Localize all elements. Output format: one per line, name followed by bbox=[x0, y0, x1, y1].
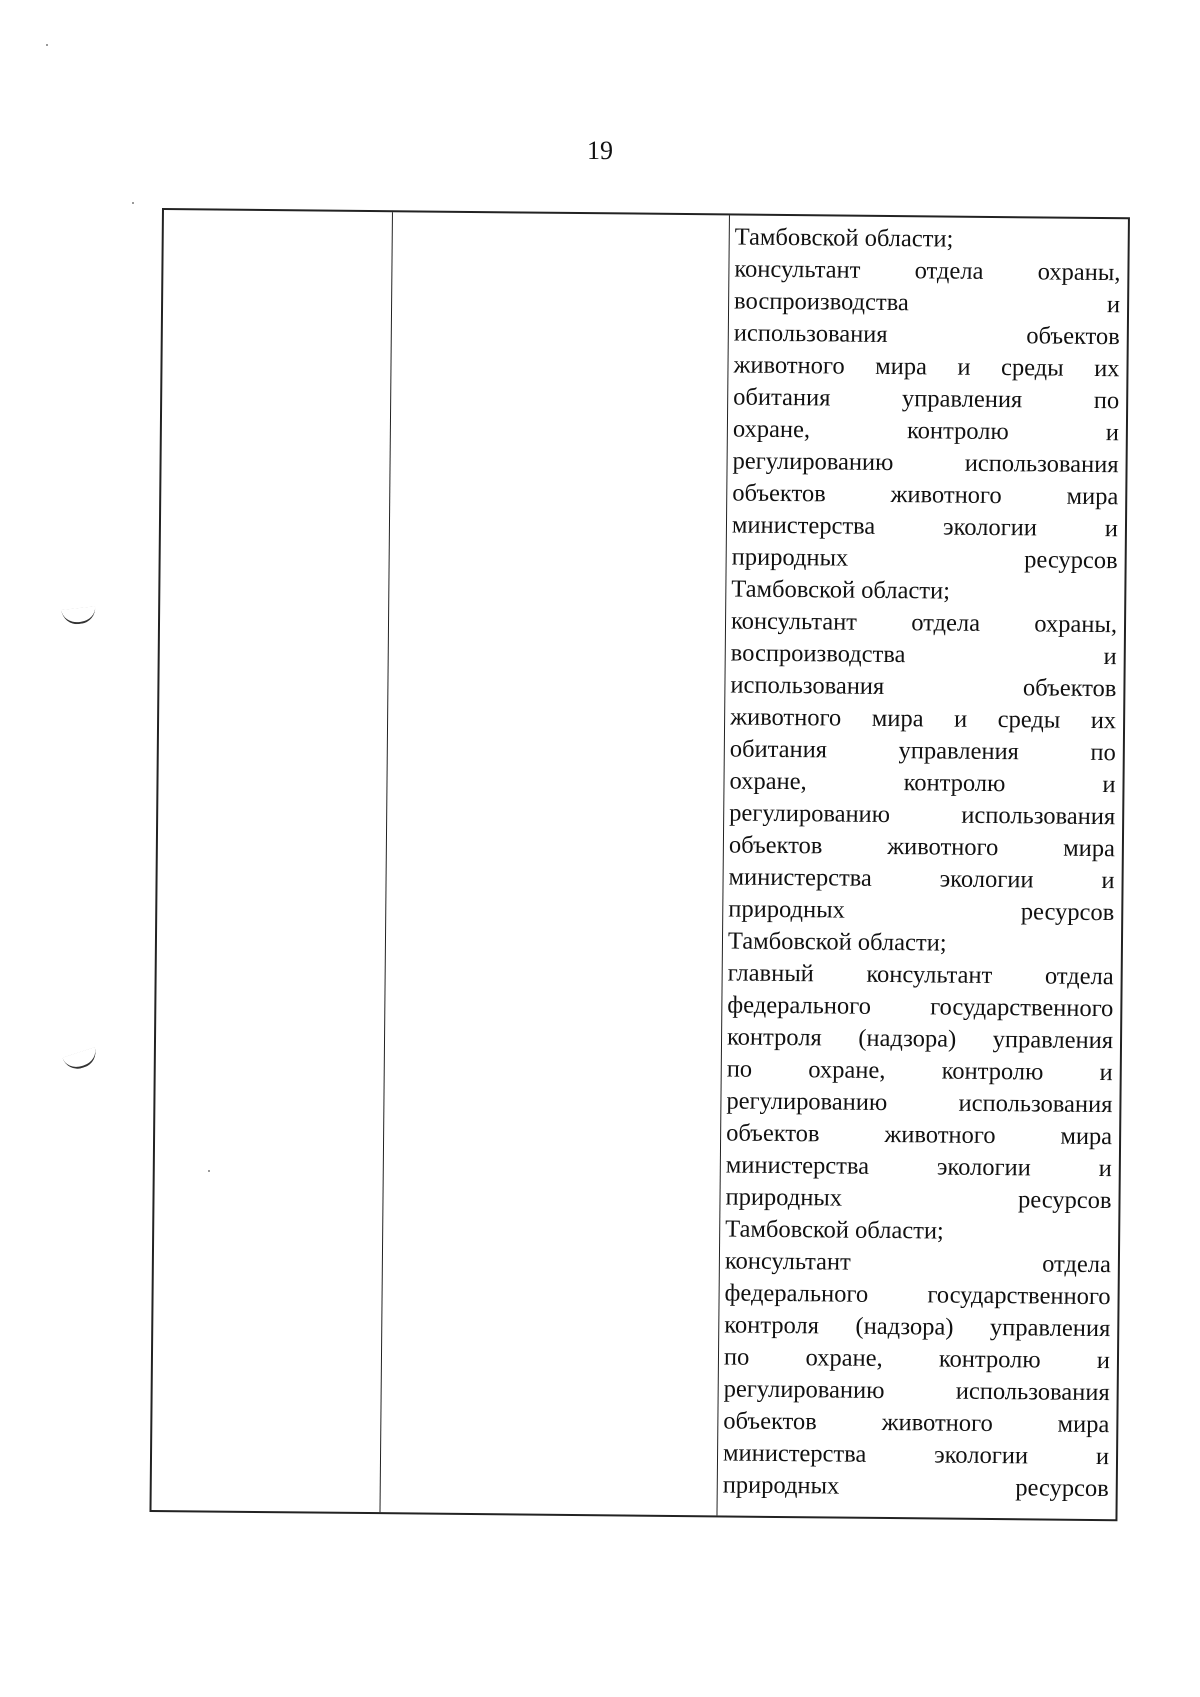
text-line: министерства экологии и bbox=[731, 511, 1119, 543]
text-line: объектов животного мира bbox=[726, 1119, 1113, 1151]
text-line: Тамбовской области; bbox=[734, 223, 954, 253]
text-line: министерства экологии и bbox=[722, 1439, 1110, 1471]
text-line: использования объектов bbox=[730, 671, 1117, 703]
text-line: обитания управления по bbox=[733, 383, 1120, 415]
scan-artifact-dot bbox=[46, 44, 48, 46]
text-line: охране, контролю и bbox=[729, 767, 1116, 799]
text-line: обитания управления по bbox=[729, 735, 1116, 767]
table-cell-col2 bbox=[379, 212, 728, 1515]
text-line: консультант отдела охраны, bbox=[734, 255, 1121, 287]
text-line: природных ресурсов bbox=[725, 1183, 1112, 1215]
scan-artifact-mark bbox=[62, 1047, 99, 1073]
text-line: консультант отдела bbox=[724, 1247, 1112, 1279]
text-line: объектов животного мира bbox=[728, 831, 1116, 863]
text-line: животного мира и среды их bbox=[730, 703, 1117, 735]
text-line: федерального государственного bbox=[724, 1279, 1111, 1311]
text-line: животного мира и среды их bbox=[733, 351, 1120, 383]
text-line: природных ресурсов bbox=[731, 543, 1118, 575]
text-line: природных ресурсов bbox=[722, 1471, 1109, 1503]
scan-artifact-dot bbox=[132, 202, 134, 204]
text-line: консультант отдела охраны, bbox=[730, 607, 1118, 639]
text-line: министерства экологии и bbox=[728, 863, 1115, 895]
text-line: регулированию использования bbox=[729, 799, 1116, 831]
text-line: регулированию использования bbox=[732, 447, 1119, 479]
text-line: объектов животного мира bbox=[723, 1407, 1110, 1439]
text-line: регулированию использования bbox=[726, 1087, 1113, 1119]
document-table bbox=[149, 208, 1129, 1521]
table-cell-col3 bbox=[722, 216, 1120, 1520]
text-line: объектов животного мира bbox=[732, 479, 1119, 511]
text-line: министерства экологии и bbox=[725, 1151, 1112, 1183]
text-line: контроля (надзора) управления bbox=[724, 1311, 1111, 1343]
text-line: контроля (надзора) управления bbox=[726, 1023, 1114, 1055]
text-line: Тамбовской области; bbox=[727, 927, 947, 957]
text-line: по охране, контролю и bbox=[726, 1055, 1113, 1087]
text-line: охране, контролю и bbox=[732, 415, 1120, 447]
text-line: федерального государственного bbox=[727, 991, 1114, 1023]
text-line: природных ресурсов bbox=[728, 895, 1115, 927]
text-line: по охране, контролю и bbox=[723, 1343, 1111, 1375]
text-line: воспроизводства и bbox=[734, 287, 1121, 319]
text-line: использования объектов bbox=[733, 319, 1120, 351]
scan-artifact-mark bbox=[61, 606, 96, 625]
text-line: воспроизводства и bbox=[730, 639, 1117, 671]
text-line: регулированию использования bbox=[723, 1375, 1110, 1407]
text-line: главный консультант отдела bbox=[727, 959, 1114, 991]
text-line: Тамбовской области; bbox=[725, 1215, 944, 1245]
table-cell-col1 bbox=[152, 210, 392, 1512]
page-number: 19 bbox=[587, 136, 613, 165]
text-line: Тамбовской области; bbox=[731, 575, 951, 605]
